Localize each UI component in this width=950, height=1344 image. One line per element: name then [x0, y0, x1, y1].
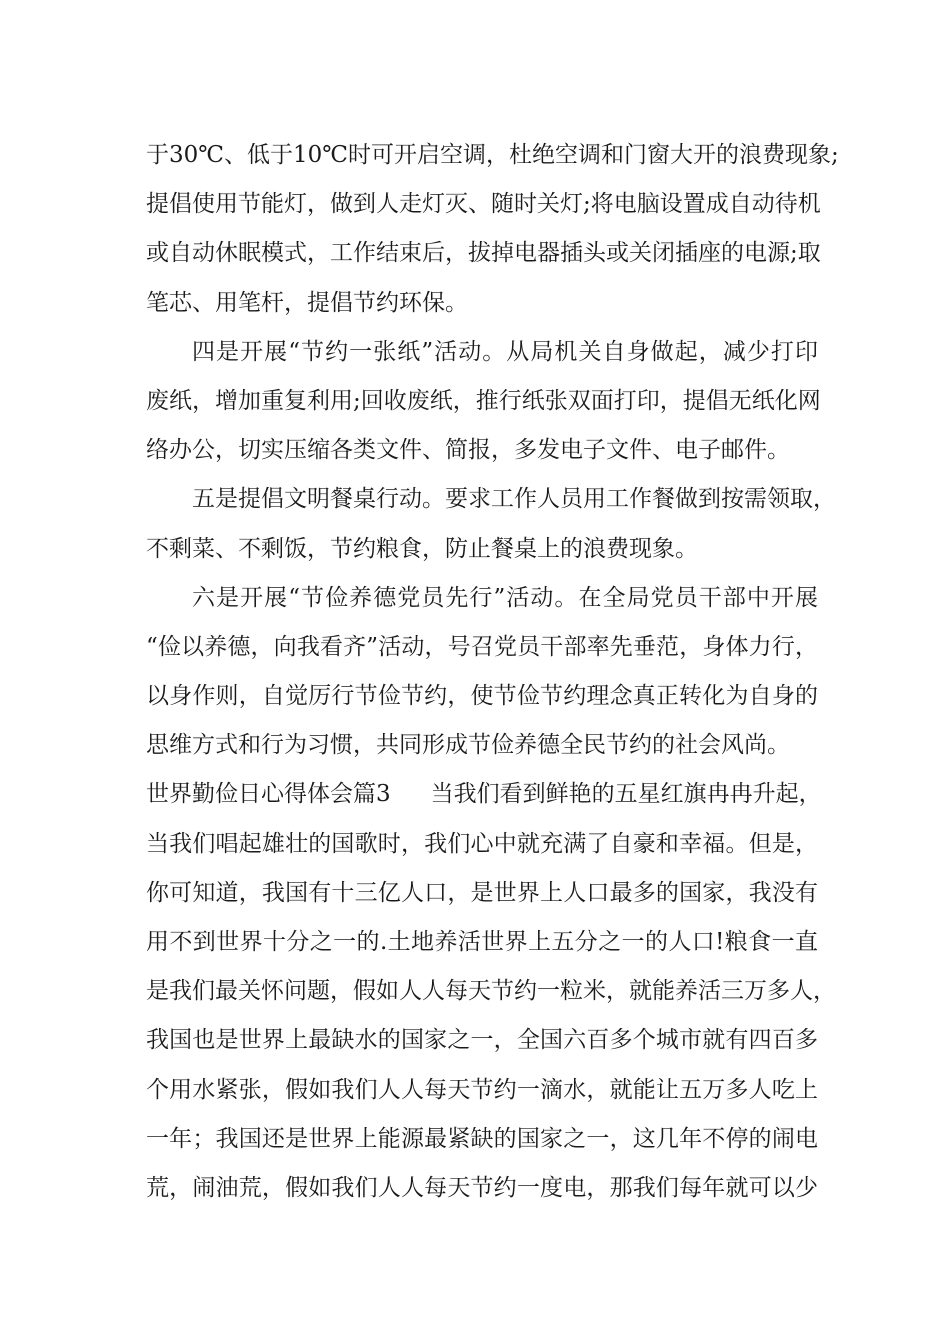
text-line: 不剩菜、不剩饭，节约粮食，防止餐桌上的浪费现象。: [146, 535, 698, 562]
paragraph-start-line: 四是开展“节约一张纸”活动。从局机关自身做起，减少打印: [192, 338, 818, 365]
text-line: 是我们最关怀问题，假如人人每天节约一粒米，就能养活三万多人，: [146, 978, 836, 1005]
paragraph-start-line: 五是提倡文明餐桌行动。要求工作人员用工作餐做到按需领取，: [192, 486, 836, 513]
document-body: [146, 131, 839, 1213]
text-line: “俭以养德，向我看齐”活动，号召党员干部率先垂范，身体力行，: [146, 633, 818, 660]
text-line: 络办公，切实压缩各类文件、简报，多发电子文件、电子邮件。: [146, 437, 790, 464]
paragraph-start-line: 六是开展“节俭养德党员先行”活动。在全局党员干部中开展: [192, 584, 818, 611]
text-line: 废纸，增加重复利用;回收废纸，推行纸张双面打印，提倡无纸化网: [146, 387, 821, 414]
section-first-line: 当我们看到鲜艳的五星红旗冉冉升起，: [430, 781, 822, 808]
text-line: 思维方式和行为习惯，共同形成节俭养德全民节约的社会风尚。: [146, 732, 790, 759]
text-line: 或自动休眠模式，工作结束后，拔掉电器插头或关闭插座的电源;取: [146, 240, 821, 267]
text-line: 提倡使用节能灯，做到人走灯灭、随时关灯;将电脑设置成自动待机: [146, 191, 821, 218]
text-line: 以身作则，自觉厉行节俭节约，使节俭节约理念真正转化为自身的: [146, 683, 818, 710]
text-line: 当我们唱起雄壮的国歌时，我们心中就充满了自豪和幸福。但是，: [146, 830, 818, 857]
text-line: 个用水紧张，假如我们人人每天节约一滴水，就能让五万多人吃上: [146, 1076, 818, 1103]
text-line: 一年；我国还是世界上能源最紧缺的国家之一，这几年不停的闹电: [146, 1125, 818, 1152]
text-line: 你可知道，我国有十三亿人口，是世界上人口最多的国家，我没有: [146, 879, 818, 906]
section-heading: 世界勤俭日心得体会篇3: [146, 781, 391, 808]
text-line: 荒，闹油荒，假如我们人人每天节约一度电，那我们每年就可以少: [146, 1174, 818, 1201]
text-line: 笔芯、用笔杆，提倡节约环保。: [146, 289, 468, 316]
text-line: 用不到世界十分之一的.土地养活世界上五分之一的人口!粮食一直: [146, 929, 818, 955]
text-line: 我国也是世界上最缺水的国家之一，全国六百多个城市就有四百多: [146, 1027, 818, 1054]
section-heading-line: [146, 770, 822, 819]
text-line: 于30℃、低于10℃时可开启空调，杜绝空调和门窗大开的浪费现象;: [146, 142, 839, 168]
